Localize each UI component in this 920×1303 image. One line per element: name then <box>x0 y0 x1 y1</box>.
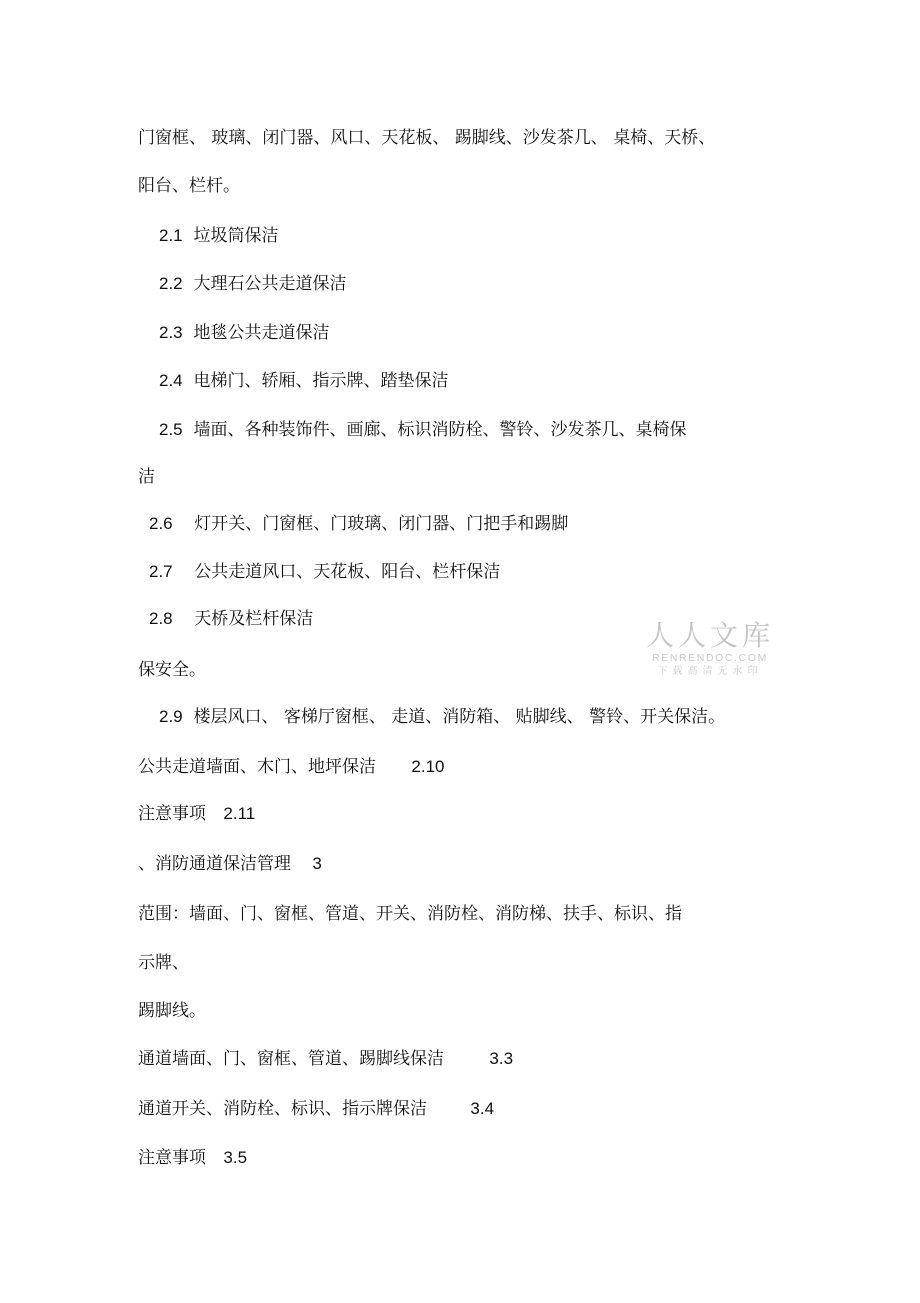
section-number: 2.4 <box>159 371 183 390</box>
section-title: 大理石公共走道保洁 <box>193 274 347 294</box>
section-number: 2.5 <box>159 420 183 439</box>
section-item <box>159 322 329 344</box>
section-title: 通道开关、消防栓、标识、指示牌保洁 <box>138 1099 427 1119</box>
section-number: 2.8 <box>149 609 173 628</box>
section-number: 2.11 <box>223 804 256 823</box>
section-item <box>159 419 686 441</box>
text-line: 范围：墙面、门、窗框、管道、开关、消防栓、消防梯、扶手、标识、指 <box>138 904 682 924</box>
section-item <box>138 803 255 825</box>
section-title: 灯开关、门窗框、门玻璃、闭门器、门把手和踢脚 <box>194 514 569 534</box>
section-title: 公共走道风口、天花板、阳台、栏杆保洁 <box>194 562 501 582</box>
watermark-logo <box>645 620 775 679</box>
section-number: 3 <box>312 854 322 873</box>
section-number: 2.9 <box>159 707 183 726</box>
section-number: 2.10 <box>411 757 445 776</box>
text-line: 门窗框、 玻璃、闭门器、风口、天花板、 踢脚线、沙发茶几、 桌椅、天桥、 <box>138 128 716 148</box>
section-title: 墙面、各种装饰件、画廊、标识消防栓、警铃、沙发茶几、桌椅保 <box>193 420 687 440</box>
section-title: 垃圾筒保洁 <box>193 226 279 246</box>
text-line: 保安全。 <box>138 660 206 680</box>
section-title: 注意事项 <box>138 804 206 824</box>
section-item <box>159 225 278 247</box>
section-item <box>159 706 725 728</box>
section-number: 2.3 <box>159 323 183 342</box>
section-item <box>149 608 313 630</box>
section-item <box>149 513 568 535</box>
text-line: 示牌、 <box>138 953 189 973</box>
section-title: 注意事项 <box>138 1148 206 1168</box>
section-item <box>138 756 445 778</box>
text-line: 踢脚线。 <box>138 1001 206 1021</box>
watermark-tagline: 下载高清无水印 <box>657 666 763 677</box>
section-item <box>138 1147 247 1169</box>
watermark-domain: RENRENDOC.COM <box>652 652 768 664</box>
text-line: 阳台、栏杆。 <box>138 176 240 196</box>
section-title: 公共走道墙面、木门、地坪保洁 <box>138 757 376 777</box>
section-number: 3.4 <box>470 1099 495 1118</box>
section-item <box>138 853 322 875</box>
watermark-title: 人人文库 <box>645 619 774 652</box>
section-number: 2.1 <box>159 226 183 245</box>
section-title: 天桥及栏杆保洁 <box>194 609 314 629</box>
section-number: 3.3 <box>489 1049 514 1068</box>
section-title: 地毯公共走道保洁 <box>193 323 330 343</box>
section-number: 2.6 <box>149 514 173 533</box>
section-item <box>159 273 346 295</box>
section-item <box>159 370 448 392</box>
section-item <box>138 1048 513 1070</box>
section-number: 3.5 <box>223 1148 248 1167</box>
section-title: 通道墙面、门、窗框、管道、踢脚线保洁 <box>138 1049 444 1069</box>
section-title: 楼层风口、 客梯厅窗框、 走道、消防箱、 贴脚线、 警铃、开关保洁。 <box>193 707 726 727</box>
section-number: 2.7 <box>149 562 173 581</box>
section-item <box>138 1098 494 1120</box>
section-number: 2.2 <box>159 274 183 293</box>
section-title: 、消防通道保洁管理 <box>138 854 291 874</box>
text-line: 洁 <box>138 467 155 487</box>
section-item <box>149 561 500 583</box>
section-title: 电梯门、轿厢、指示牌、踏垫保洁 <box>193 371 449 391</box>
